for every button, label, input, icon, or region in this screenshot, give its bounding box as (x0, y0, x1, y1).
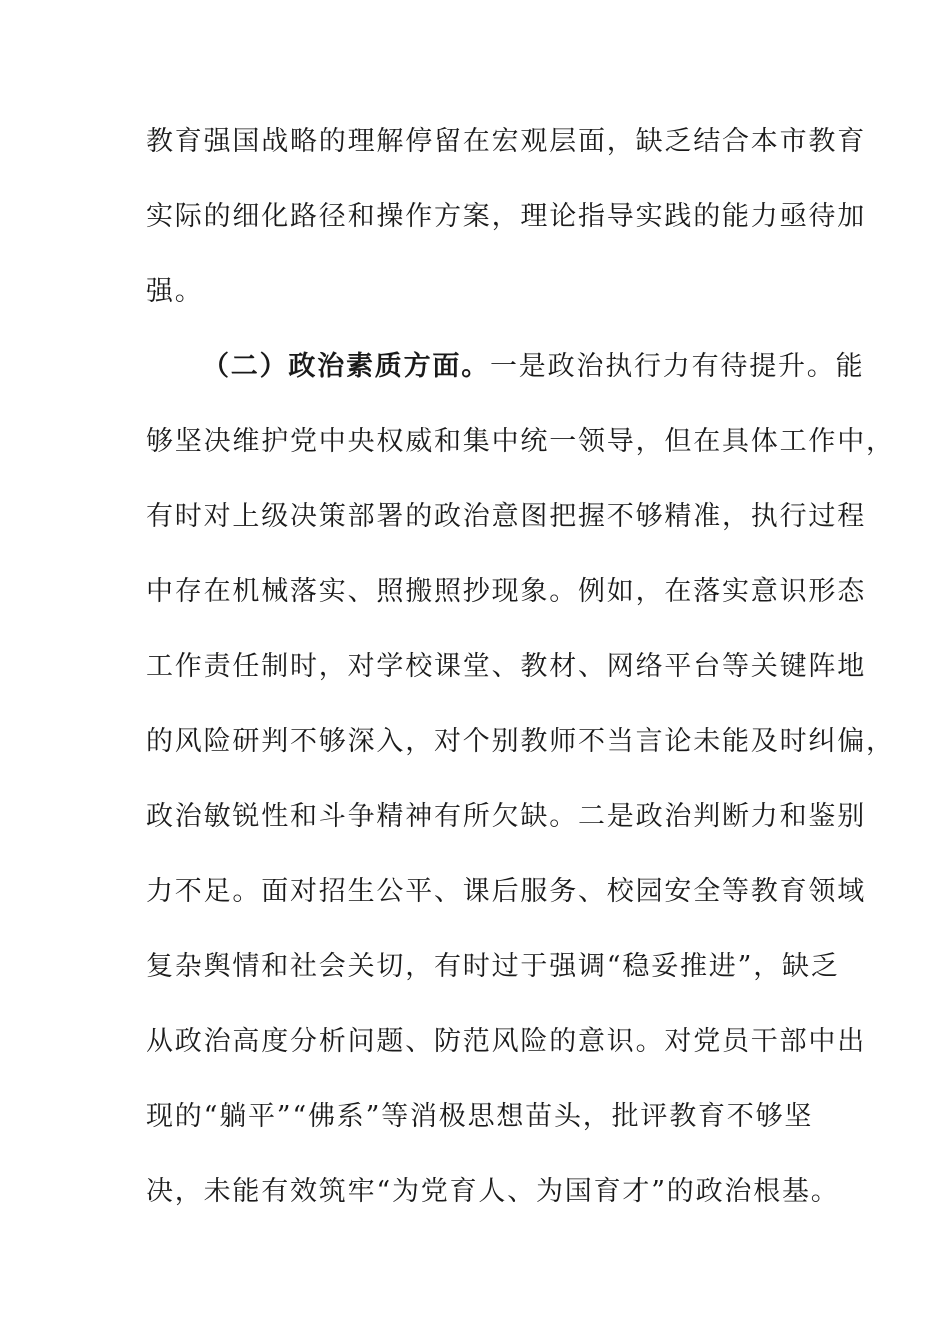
paragraph-2-line-7: 政治敏锐性和斗争精神有所欠缺。二是政治判断力和鉴别 (146, 801, 866, 832)
paragraph-2-line-12: 决，未能有效筑牢“为党育人、为国育才”的政治根基。 (146, 1176, 840, 1207)
paragraph-2-line-3: 有时对上级决策部署的政治意图把握不够精准，执行过程 (146, 501, 866, 532)
paragraph-2-line-11: 现的“躺平”“佛系”等消极思想苗头，批评教育不够坚 (146, 1101, 814, 1132)
paragraph-1-line-1: 教育强国战略的理解停留在宏观层面，缺乏结合本市教育 (146, 126, 866, 157)
paragraph-2-line-1-text: 一是政治执行力有待提升。能 (490, 351, 865, 382)
paragraph-2-line-6: 的风险研判不够深入，对个别教师不当言论未能及时纠偏， (146, 726, 895, 757)
paragraph-2-line-1 (202, 347, 865, 387)
paragraph-2-line-5: 工作责任制时，对学校课堂、教材、网络平台等关键阵地 (146, 651, 866, 682)
paragraph-1-line-2: 实际的细化路径和操作方案，理论指导实践的能力亟待加 (146, 201, 866, 232)
paragraph-1-line-3: 强。 (146, 276, 204, 307)
paragraph-2-line-2: 够坚决维护党中央权威和集中统一领导，但在具体工作中， (146, 426, 895, 457)
section-heading: （二）政治素质方面。 (202, 351, 490, 382)
paragraph-2-line-9: 复杂舆情和社会关切，有时过于强调“稳妥推进”，缺乏 (146, 951, 840, 982)
paragraph-2-line-8: 力不足。面对招生公平、课后服务、校园安全等教育领域 (146, 876, 866, 907)
paragraph-2-line-4: 中存在机械落实、照搬照抄现象。例如，在落实意识形态 (146, 576, 866, 607)
paragraph-2-line-10: 从政治高度分析问题、防范风险的意识。对党员干部中出 (146, 1026, 866, 1057)
